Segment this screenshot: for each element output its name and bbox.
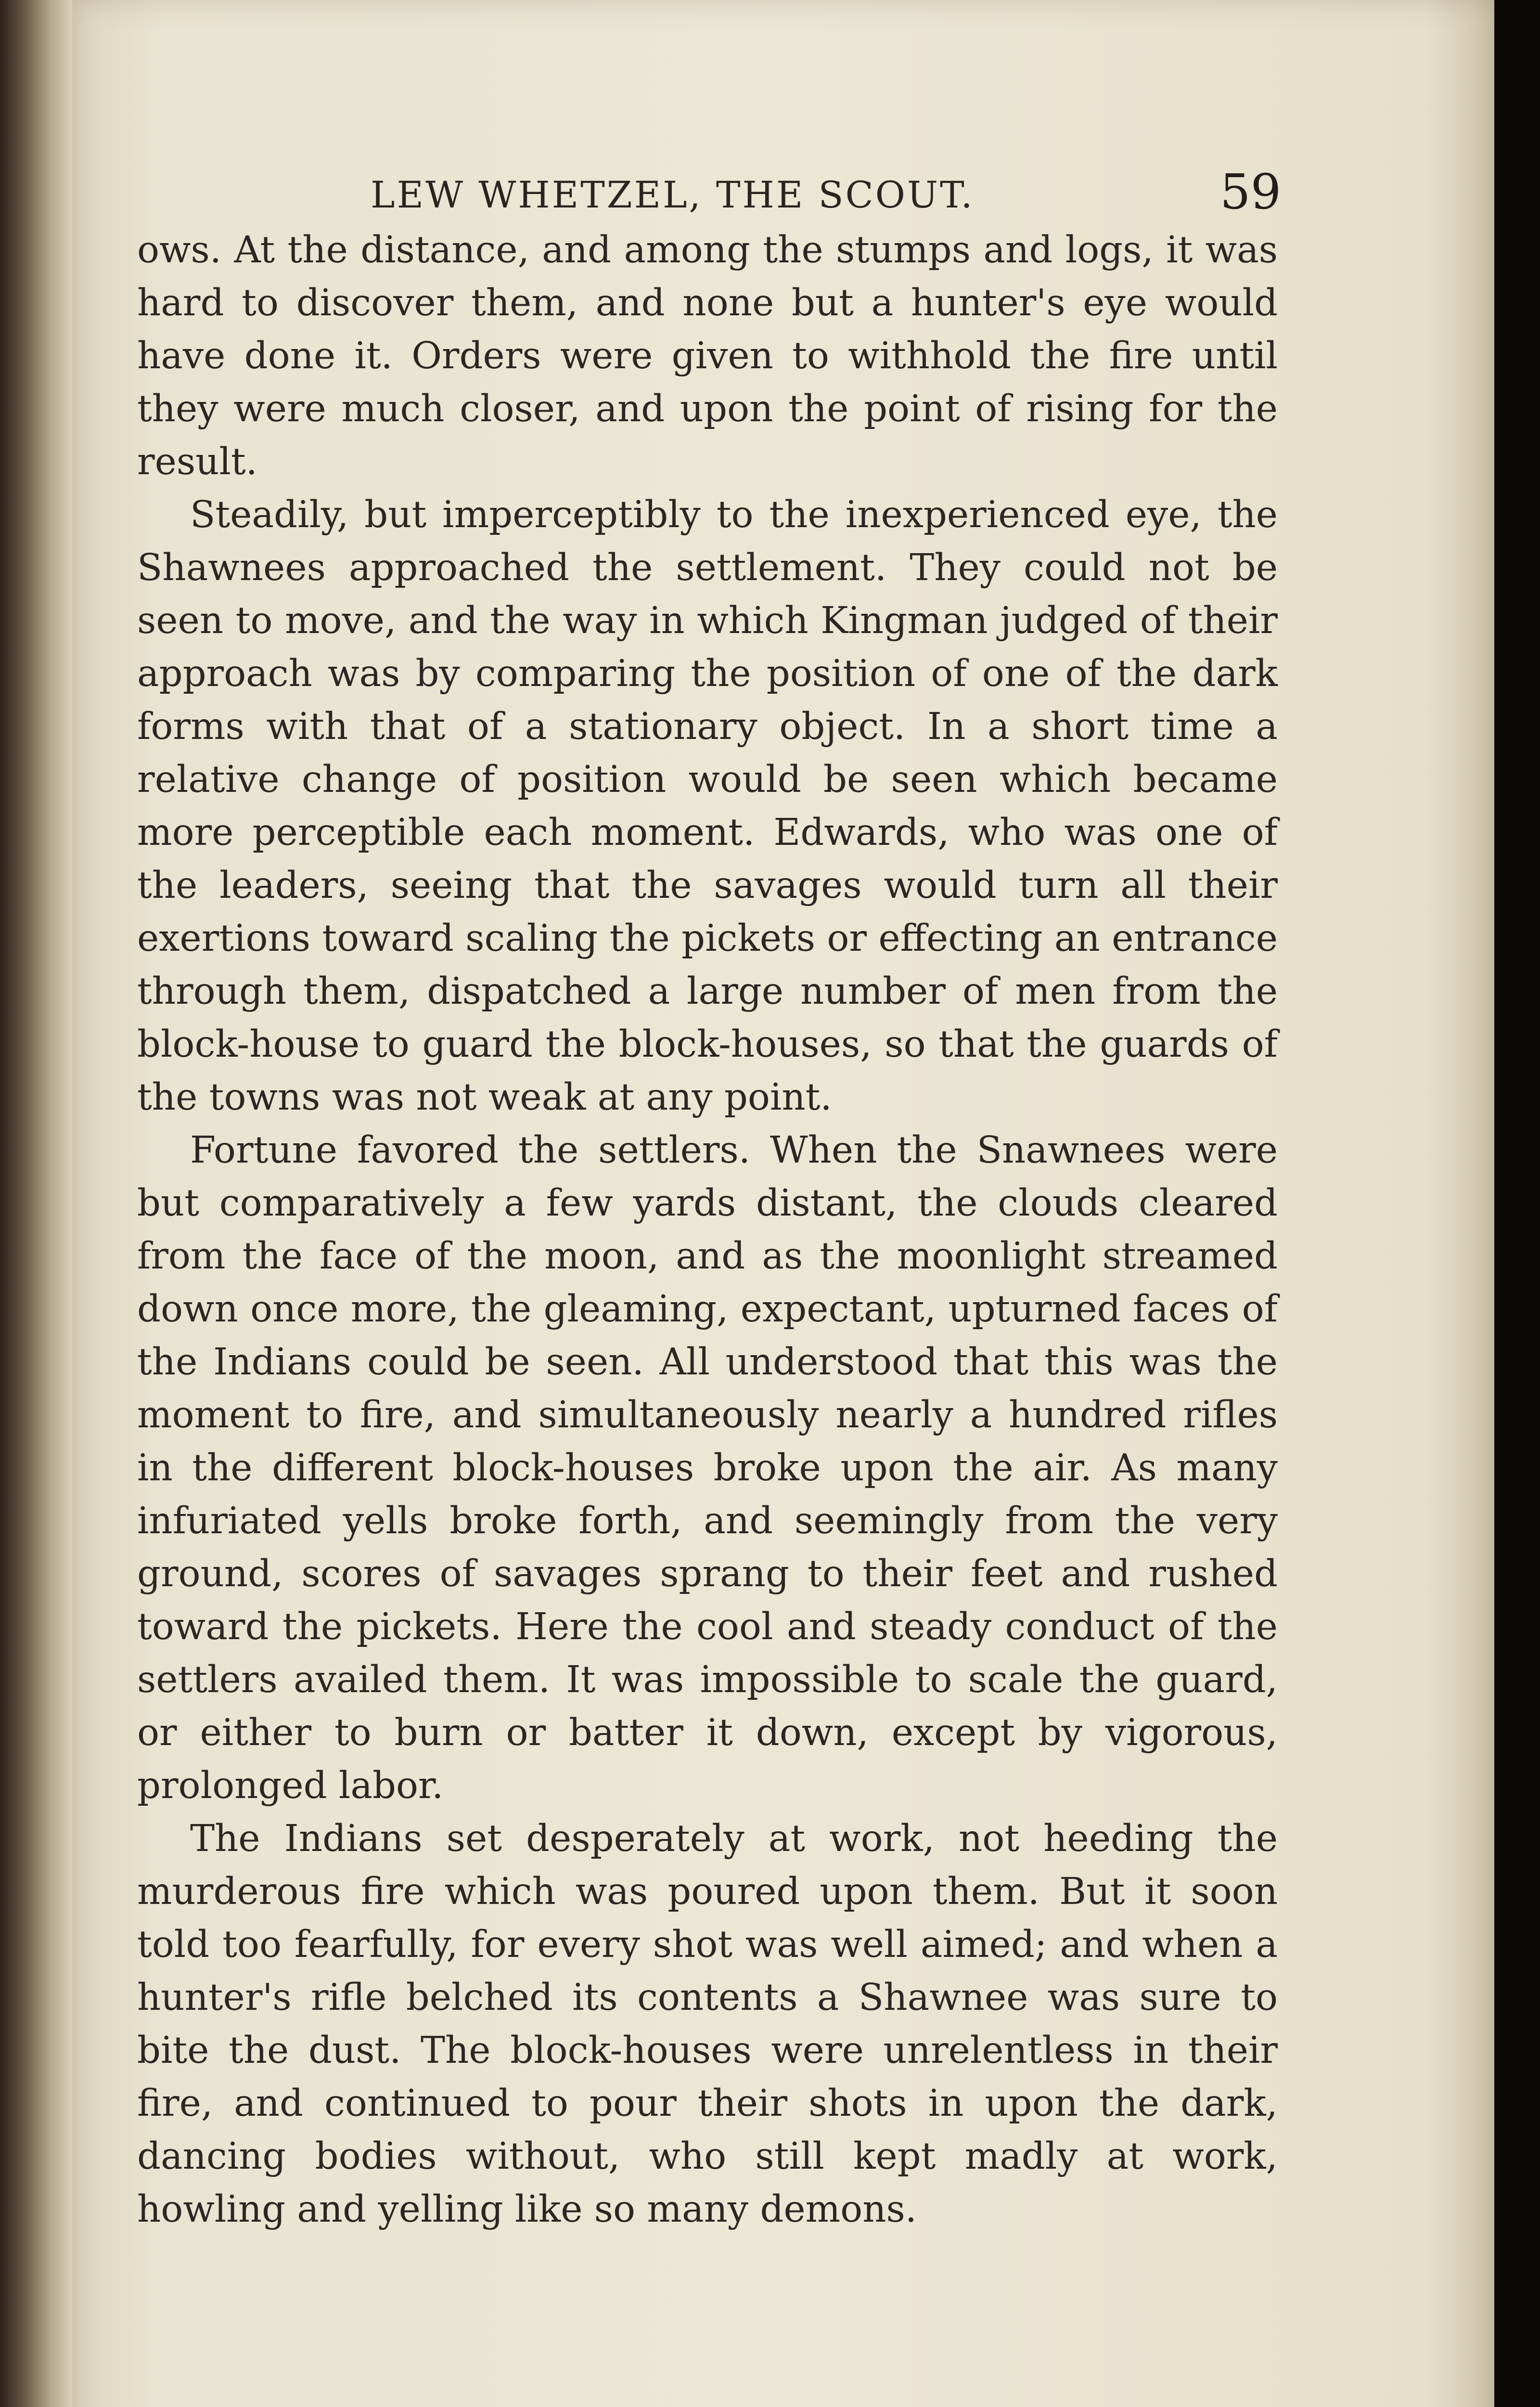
paragraph-4: The Indians set desperately at work, not heeding the murderous fire which was poured upon them. But it soon told too fearfully, for every shot was well aimed; and when a hunter's rifle belched its contents a Shawnee was sure to bite the dust. The block-houses were unrelentless in their fire, and continued to pour their shots in upon the dark, dancing bodies without, who still kept madly at work, howling and yelling like so many demons. <box>137 1817 1278 2231</box>
paragraph-1: ows. At the distance, and among the stumps and logs, it was hard to discover them, and none but a hunter's eye would have done it. Orders were given to withhold the fire until they were much closer, and upon the point of rising for the result. <box>137 229 1278 483</box>
running-head: LEW WHETZEL, THE SCOUT. <box>371 173 975 216</box>
paragraph-2: Steadily, but imperceptibly to the inexperienced eye, the Shawnees approached the settlement. They could not be seen to move, and the way in which Kingman judged of their approach was by comparing the position of one of the dark forms with that of a stationary object. In a short time a relative change of position would be seen which became more perceptible each moment. Edwards, who was one of the leaders, seeing that the savages would turn all their exertions toward scaling the pickets or effecting an entrance through them, dispatched a large number of men from the block-house to guard the block-houses, so that the guards of the towns was not weak at any point. <box>137 493 1278 1119</box>
page-number: 59 <box>1220 164 1282 220</box>
scan-border <box>1494 0 1540 2407</box>
book-spine-edge <box>0 0 58 2407</box>
paragraph-3: Fortune favored the settlers. When the Snawnees were but comparatively a few yards distant, the clouds cleared from the face of the moon, and as the moonlight streamed down once more, the gleaming, expectant, upturned faces of the Indians could be seen. All understood that this was the moment to fire, and simultaneously nearly a hundred rifles in the different block-houses broke upon the air. As many infuriated yells broke forth, and seemingly from the very ground, scores of savages sprang to their feet and rushed toward the pickets. Here the cool and steady conduct of the settlers availed them. It was impossible to scale the guard, or either to burn or batter it down, except by vigorous, prolonged labor. <box>137 1129 1278 1807</box>
body-text <box>137 224 1278 2332</box>
